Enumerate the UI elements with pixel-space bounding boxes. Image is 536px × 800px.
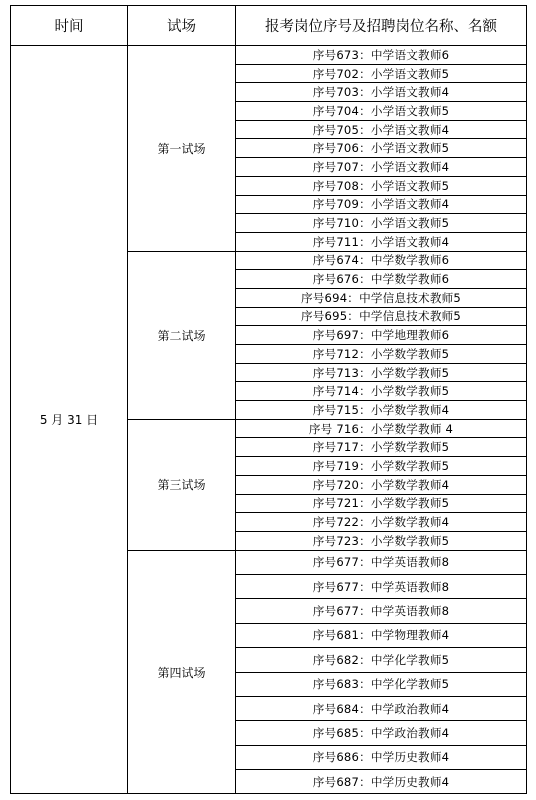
post-cell: 序号707：小学语文教师4 — [236, 158, 527, 177]
room-2-name: 第二试场 — [128, 251, 236, 419]
post-cell: 序号709：小学语文教师4 — [236, 195, 527, 214]
post-cell: 序号705：小学语文教师4 — [236, 120, 527, 139]
post-cell: 序号715：小学数学教师4 — [236, 401, 527, 420]
post-cell: 序号677：中学英语教师8 — [236, 574, 527, 598]
room-1-name: 第一试场 — [128, 46, 236, 252]
post-cell: 序号720：小学数学教师4 — [236, 475, 527, 494]
post-cell: 序号723：小学数学教师5 — [236, 531, 527, 550]
header-row — [11, 6, 527, 46]
post-cell: 序号682：中学化学教师5 — [236, 648, 527, 672]
post-cell: 序号695：中学信息技术教师5 — [236, 307, 527, 326]
post-cell: 序号676：中学数学教师6 — [236, 270, 527, 289]
header-time: 时间 — [11, 6, 128, 46]
header-post: 报考岗位序号及招聘岗位名称、名额 — [236, 6, 527, 46]
post-cell: 序号713：小学数学教师5 — [236, 363, 527, 382]
post-cell: 序号681：中学物理教师4 — [236, 623, 527, 647]
post-cell: 序号702：小学语文教师5 — [236, 64, 527, 83]
post-cell: 序号684：中学政治教师4 — [236, 696, 527, 720]
post-cell: 序号677：中学英语教师8 — [236, 550, 527, 574]
post-cell: 序号712：小学数学教师5 — [236, 345, 527, 364]
post-cell: 序号687：中学历史教师4 — [236, 770, 527, 794]
header-room: 试场 — [128, 6, 236, 46]
post-cell: 序号697：中学地理教师6 — [236, 326, 527, 345]
post-cell: 序号685：中学政治教师4 — [236, 721, 527, 745]
post-cell: 序号719：小学数学教师5 — [236, 457, 527, 476]
exam-date: 5 月 31 日 — [11, 46, 128, 794]
post-cell: 序号703：小学语文教师4 — [236, 83, 527, 102]
post-cell: 序号708：小学语文教师5 — [236, 176, 527, 195]
table-row — [11, 46, 527, 65]
post-cell: 序号694：中学信息技术教师5 — [236, 288, 527, 307]
post-cell: 序号704：小学语文教师5 — [236, 102, 527, 121]
post-cell: 序号711：小学语文教师4 — [236, 232, 527, 251]
post-cell: 序号674：中学数学教师6 — [236, 251, 527, 270]
post-cell: 序号706：小学语文教师5 — [236, 139, 527, 158]
post-cell: 序号683：中学化学教师5 — [236, 672, 527, 696]
post-cell: 序号722：小学数学教师4 — [236, 513, 527, 532]
post-cell: 序号710：小学语文教师5 — [236, 214, 527, 233]
exam-schedule-table — [10, 5, 527, 794]
post-cell: 序号721：小学数学教师5 — [236, 494, 527, 513]
post-cell: 序号673：中学语文教师6 — [236, 46, 527, 65]
post-cell: 序号677：中学英语教师8 — [236, 599, 527, 623]
room-4-name: 第四试场 — [128, 550, 236, 794]
schedule-body — [11, 46, 527, 794]
post-cell: 序号714：小学数学教师5 — [236, 382, 527, 401]
room-3-name: 第三试场 — [128, 419, 236, 550]
post-cell: 序号686：中学历史教师4 — [236, 745, 527, 769]
post-cell: 序号 716：小学数学教师 4 — [236, 419, 527, 438]
post-cell: 序号717：小学数学教师5 — [236, 438, 527, 457]
